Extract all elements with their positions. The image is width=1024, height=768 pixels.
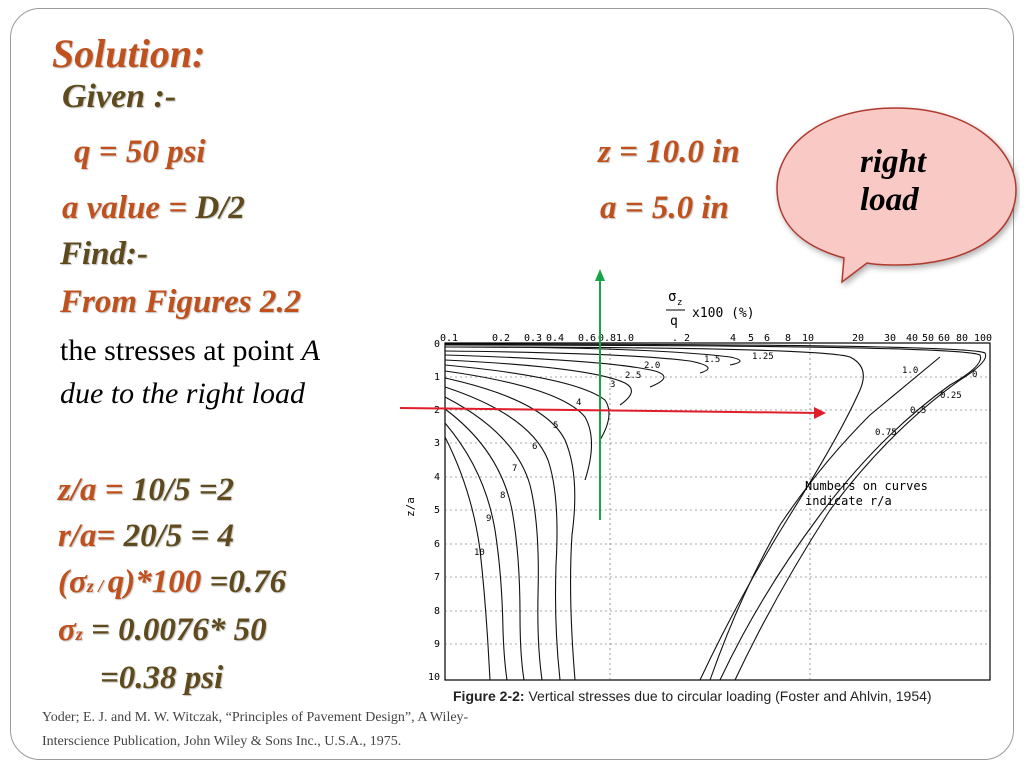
- left-tick-labels: [428, 339, 440, 683]
- ra-label: r/a=: [58, 518, 124, 554]
- grid-lines: [445, 343, 990, 680]
- caption-bold: Figure 2-2:: [453, 688, 525, 704]
- sigma-z-line: [58, 612, 267, 649]
- a-line: [600, 190, 729, 227]
- q-symbol: q: [670, 314, 678, 329]
- curve-label: 2.0: [644, 361, 661, 371]
- curve-label: 5: [553, 421, 559, 431]
- slide-title: Solution:: [52, 31, 206, 76]
- tick-top: 0.4: [546, 333, 565, 344]
- tick-top: . 2: [672, 333, 691, 344]
- curve-label: 0: [972, 370, 978, 380]
- sigma-symbol: σ: [668, 289, 677, 305]
- tick-top: 0.2: [492, 333, 511, 344]
- stress-text: the stresses at point: [60, 334, 302, 367]
- curve-label: 4: [576, 398, 582, 408]
- ra-line: [58, 518, 234, 555]
- tick-left: 0: [433, 339, 440, 350]
- tick-top: 60: [938, 333, 951, 344]
- tick-left: 4: [433, 472, 440, 483]
- tick-left: 6: [433, 539, 440, 550]
- reference-line-1: Yoder; E. J. and M. W. Witczak, “Principles of Pavement Design”, A Wiley-: [42, 710, 469, 725]
- sigma-pct-line: [58, 564, 286, 601]
- callout-line-1: right: [860, 144, 927, 180]
- za-label: z/a =: [58, 472, 132, 508]
- y-axis-label: z/a: [404, 497, 417, 517]
- callout-line-2: load: [860, 182, 919, 218]
- sigma-subscript: z: [677, 298, 683, 308]
- tick-top: 6: [764, 333, 771, 344]
- caption-rest: Vertical stresses due to circular loading (Foster and Ahlvin, 1954): [524, 688, 932, 704]
- top-tick-labels: [440, 333, 992, 344]
- a-value-label: a value =: [62, 190, 196, 226]
- tick-top: 20: [852, 333, 865, 344]
- tick-top: 5: [748, 333, 755, 344]
- ra-value: 20/5 = 4: [123, 518, 235, 554]
- plot-frame: [445, 343, 990, 680]
- tick-top: 0.8: [598, 333, 617, 344]
- stress-chart: [400, 265, 1000, 710]
- stress-line-1: [60, 334, 320, 368]
- curve-label: 0.75: [875, 428, 897, 438]
- a-label: a =: [600, 190, 652, 226]
- curve-label: 1.0: [902, 366, 919, 376]
- curve-label: 1.5: [704, 355, 721, 365]
- tick-top: 30: [884, 333, 897, 344]
- z-value: 10.0 in: [646, 134, 740, 170]
- sigma-pct-value: =0.76: [201, 564, 287, 600]
- green-arrow-head: [595, 269, 605, 281]
- tick-top: 8: [785, 333, 792, 344]
- q-value: 50 psi: [125, 134, 206, 170]
- tick-left: 2: [433, 405, 440, 416]
- curve-label: 7: [512, 464, 518, 474]
- curve-label: 6: [532, 442, 538, 452]
- point-a: A: [301, 334, 320, 367]
- tick-top: 0.6: [578, 333, 597, 344]
- a-value: D/2: [195, 190, 245, 226]
- curve-label: 0.5: [910, 406, 927, 416]
- tick-left: 1: [433, 372, 440, 383]
- note-line-2: indicate r/a: [805, 494, 892, 508]
- tick-top: 50: [922, 333, 935, 344]
- q-line: [74, 134, 206, 171]
- tick-top: 0.1: [440, 333, 459, 344]
- tick-top: 4: [730, 333, 737, 344]
- reference-line-2: Interscience Publication, John Wiley & Sons Inc., U.S.A., 1975.: [42, 734, 402, 749]
- note-line-1: Numbers on curves: [805, 479, 928, 493]
- find-heading: Find:-: [60, 236, 149, 272]
- axis-title: x100 (%): [692, 306, 755, 321]
- sigma-z-sub: z: [75, 624, 83, 644]
- tick-top: 100: [974, 333, 993, 344]
- curve-label: 2.5: [625, 371, 642, 381]
- a-val: 5.0 in: [651, 190, 729, 226]
- tick-left: 8: [433, 606, 440, 617]
- za-line: [58, 472, 234, 509]
- za-value: 10/5 =2: [131, 472, 235, 508]
- tick-left: 3: [433, 438, 440, 449]
- curve-label: 0.25: [940, 391, 962, 401]
- z-line: [598, 134, 740, 171]
- sigma-z: σ: [58, 612, 76, 648]
- sigma-sub: z /: [86, 576, 108, 596]
- sigma-z-expr: = 0.0076* 50: [82, 612, 267, 648]
- tick-top: 80: [956, 333, 969, 344]
- from-figures: From Figures 2.2: [60, 284, 302, 320]
- curve-label: 1.25: [752, 352, 774, 362]
- curve-label: 10: [474, 548, 485, 558]
- q-label: q =: [74, 134, 126, 170]
- a-value-line: [62, 190, 245, 227]
- callout-text: [860, 143, 926, 219]
- tick-top: 40: [906, 333, 919, 344]
- curve-label: 8: [500, 491, 506, 501]
- tick-left: 7: [433, 572, 440, 583]
- tick-left: 5: [433, 505, 440, 516]
- curve-label: 9: [486, 514, 492, 524]
- stress-line-2: due to the right load: [60, 377, 305, 410]
- tick-top: 0.3: [524, 333, 543, 344]
- tick-left: 9: [433, 639, 440, 650]
- curve-label: 3: [610, 380, 616, 390]
- result-line: =0.38 psi: [100, 660, 224, 696]
- tick-top: 1.0: [616, 333, 635, 344]
- given-heading: Given :-: [62, 78, 177, 115]
- red-arrow-head: [814, 407, 826, 419]
- z-label: z =: [598, 134, 647, 170]
- tick-top: 10: [802, 333, 815, 344]
- curve-label-group: [474, 352, 977, 558]
- sigma-rest: q)*100: [107, 564, 202, 600]
- stress-curves: [445, 344, 986, 680]
- figure-caption: [453, 688, 932, 704]
- sigma-open: (σ: [58, 564, 87, 600]
- tick-left: 10: [427, 672, 440, 683]
